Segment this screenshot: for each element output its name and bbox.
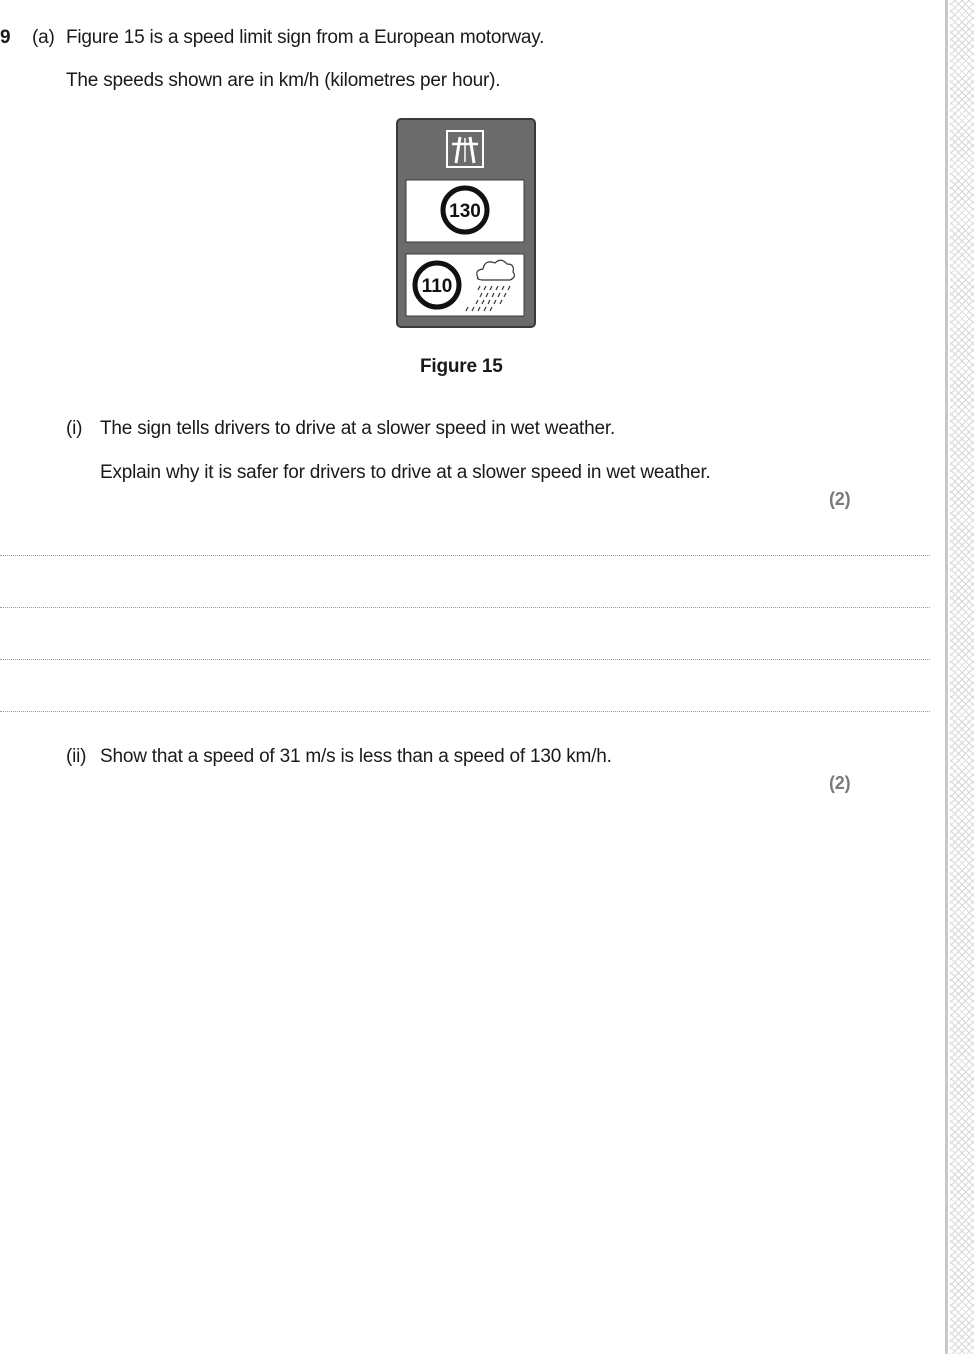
part-i-label: (i) xyxy=(66,418,83,439)
part-i-text-2: Explain why it is safer for drivers to drive at a slower speed in wet weather. xyxy=(100,462,711,483)
part-ii-label: (ii) xyxy=(66,746,87,767)
answer-line[interactable] xyxy=(0,711,930,712)
answer-line[interactable] xyxy=(0,607,930,608)
speed-limit-sign xyxy=(396,118,536,328)
answer-line[interactable] xyxy=(0,555,930,556)
speed-110-label: 110 xyxy=(421,276,453,297)
speed-130-label: 130 xyxy=(449,201,481,222)
part-ii-marks: (2) xyxy=(829,773,851,793)
figure-caption: Figure 15 xyxy=(420,356,503,377)
part-ii-text: Show that a speed of 31 m/s is less than a speed of 130 km/h. xyxy=(100,746,612,767)
answer-space[interactable] xyxy=(0,800,930,1340)
answer-line[interactable] xyxy=(0,659,930,660)
part-a-text: Figure 15 is a speed limit sign from a European motorway. xyxy=(66,27,545,48)
part-i-text-1: The sign tells drivers to drive at a slower speed in wet weather. xyxy=(100,418,616,439)
part-i-marks: (2) xyxy=(829,489,851,509)
units-text: The speeds shown are in km/h (kilometres per hour). xyxy=(66,70,501,91)
margin-rule xyxy=(945,0,948,1354)
question-number: 9 xyxy=(0,27,11,48)
do-not-write-margin xyxy=(950,0,974,1354)
part-a-label: (a) xyxy=(32,27,55,48)
